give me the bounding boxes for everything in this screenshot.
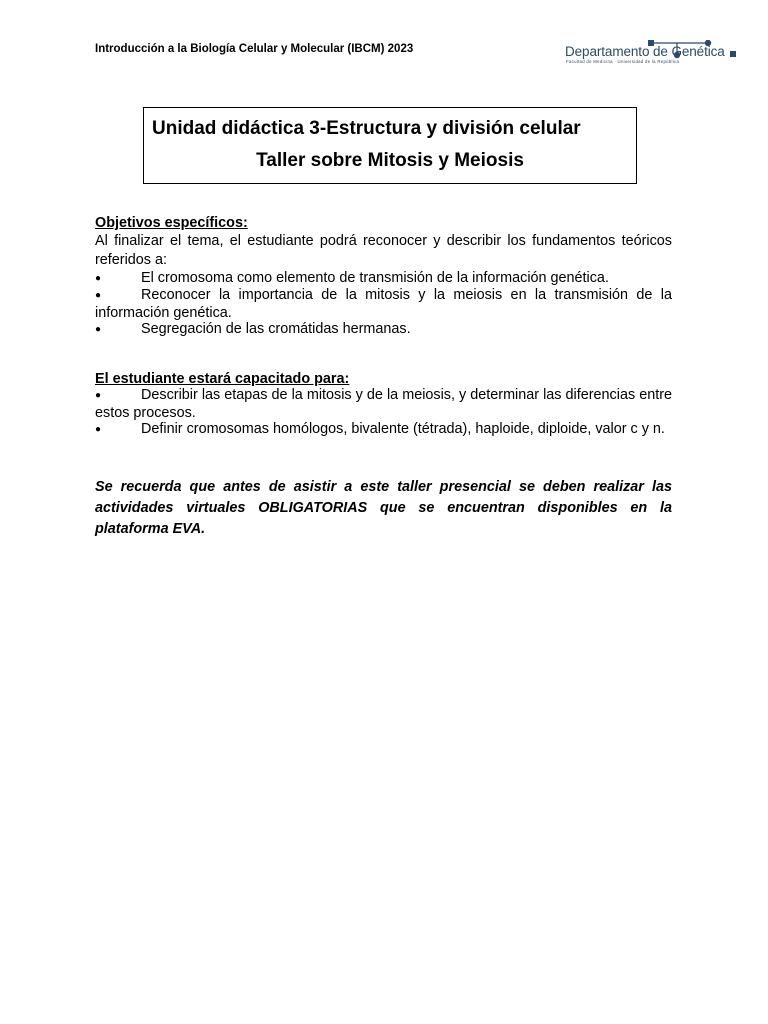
unit-title: Unidad didáctica 3-Estructura y división celular [152,118,581,139]
document-body [95,215,672,540]
skill-item: ● Definir cromosomas homólogos, bivalente (tétrada), haploide, diploide, valor c y n. [95,421,665,437]
bullet-icon: ● [95,272,102,284]
bullet-icon: ● [95,324,102,335]
department-logo [565,40,737,68]
bullet-icon: ● [95,390,102,401]
bullet-icon: ● [95,424,102,435]
workshop-title: Taller sobre Mitosis y Meiosis [256,150,524,171]
title-box [143,107,637,184]
bullet-icon: ● [95,290,102,301]
objectives-intro: Al finalizar el tema, el estudiante podrá reconocer y describir los fundamentos teóricos referidos a: [95,232,672,268]
objective-item: ● El cromosoma como elemento de transmisión de la información genética. [95,269,609,286]
logo-name: Departamento de Genética [565,44,725,59]
skills-heading: El estudiante estará capacitado para: [95,370,350,387]
objective-item: ● Reconocer la importancia de la mitosis y la meiosis en la transmisión de la información genética. [95,287,672,321]
reminder-note: Se recuerda que antes de asistir a este taller presencial se deben realizar las actividades virtuales OBLIGATORIAS que se encuentran disponibles en la plataforma EVA. [95,478,672,537]
skill-item: ● Describir las etapas de la mitosis y de la meiosis, y determinar las diferencias entre estos procesos. [95,387,672,421]
objectives-heading: Objetivos específicos: [95,215,248,231]
logo-subtitle: Facultad de Medicina · Universidad de la República [566,59,680,64]
course-header: Introducción a la Biología Celular y Molecular (IBCM) 2023 [95,43,414,55]
objective-item: ● Segregación de las cromátidas hermanas. [95,321,411,337]
